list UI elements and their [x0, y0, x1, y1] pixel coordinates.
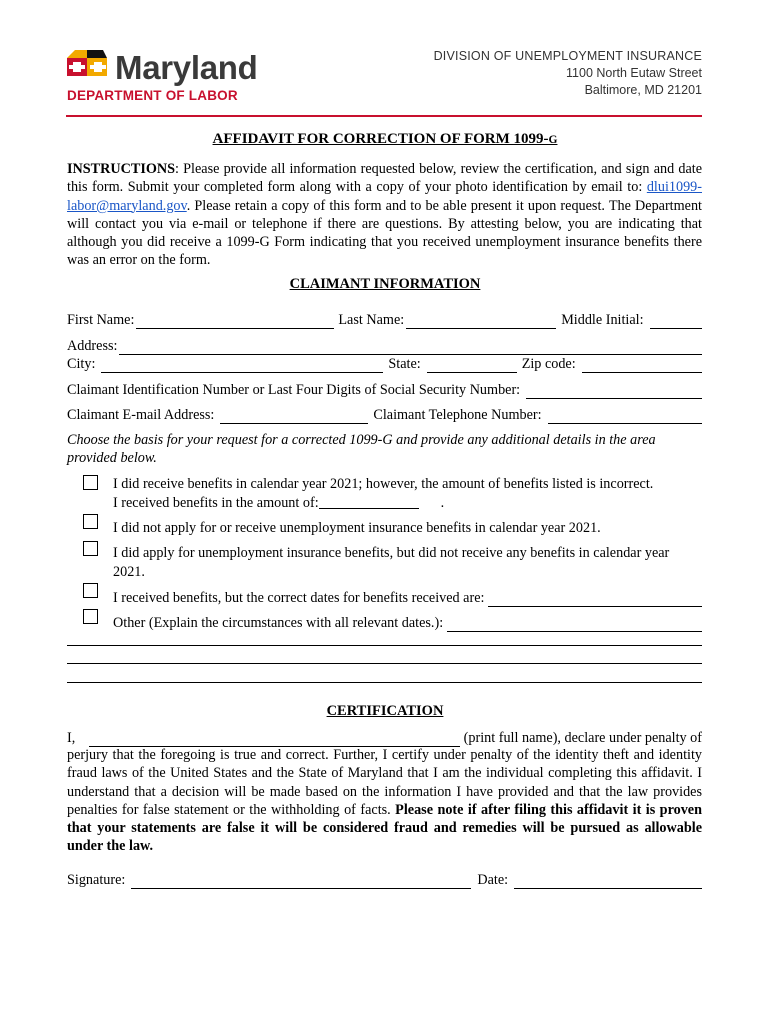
city-address: Baltimore, MD 21201 — [584, 83, 702, 97]
division-name: DIVISION OF UNEMPLOYMENT INSURANCE — [433, 49, 702, 63]
date-field[interactable] — [514, 874, 702, 889]
address-label: Address: — [67, 338, 118, 354]
cert-after-name: (print full name), declare under penalty of — [463, 730, 702, 746]
maryland-logo — [67, 48, 287, 108]
maryland-flag-icon — [67, 50, 111, 84]
checkbox-no-benefits[interactable] — [83, 541, 98, 556]
print-name-field[interactable] — [89, 732, 459, 747]
last-name-label: Last Name: — [338, 312, 405, 328]
instructions-text-1: : Please provide all information requested below, review the certification, and sign and date this form. Submit your completed form along with a copy of your photo identification by email to: — [67, 161, 702, 196]
form-title-suffix: G — [548, 134, 558, 146]
city-field[interactable] — [101, 358, 383, 373]
checkbox-did-not-apply[interactable] — [83, 514, 98, 529]
signature-row — [67, 871, 702, 889]
logo-wordmark: Maryland — [115, 49, 258, 86]
other-field[interactable] — [447, 617, 702, 632]
amount-field[interactable] — [319, 495, 419, 509]
checkbox-other[interactable] — [83, 609, 98, 624]
option-incorrect-amount — [113, 475, 653, 512]
certification-heading: CERTIFICATION — [326, 703, 444, 719]
name-row — [67, 311, 702, 329]
instructions-label: INSTRUCTIONS — [67, 161, 176, 177]
details-line-1[interactable] — [67, 645, 702, 646]
signature-label: Signature: — [67, 872, 126, 888]
logo-subtitle: DEPARTMENT OF LABOR — [67, 88, 238, 103]
form-title-prefix: AFFIDAVIT FOR CORRECTION OF FORM 1099- — [212, 131, 549, 147]
contact-row — [67, 406, 702, 424]
phone-field[interactable] — [548, 409, 702, 424]
zip-field[interactable] — [582, 358, 702, 373]
claimant-id-field[interactable] — [526, 384, 702, 399]
first-name-field[interactable] — [136, 314, 334, 329]
option-1-line-1: I did receive benefits in calendar year 2021; however, the amount of benefits listed is incorrect. — [113, 476, 654, 492]
first-name-label: First Name: — [67, 312, 135, 328]
address-row — [67, 337, 702, 355]
city-label: City: — [67, 356, 96, 372]
claimant-heading: CLAIMANT INFORMATION — [289, 276, 481, 292]
cert-i-label: I, — [67, 730, 76, 746]
form-title-text — [213, 131, 558, 147]
state-label: State: — [388, 356, 421, 372]
zip-label: Zip code: — [521, 356, 576, 372]
date-label: Date: — [477, 872, 509, 888]
claimant-id-label: Claimant Identification Number or Last Four Digits of Social Security Number: — [67, 382, 521, 398]
certification-body — [67, 746, 702, 856]
checkbox-incorrect-amount[interactable] — [83, 475, 98, 490]
details-line-2[interactable] — [67, 663, 702, 664]
street-address: 1100 North Eutaw Street — [566, 66, 702, 80]
header-divider — [66, 115, 702, 117]
division-address — [434, 48, 702, 99]
amount-label: I received benefits in the amount of: — [113, 494, 319, 511]
middle-initial-field[interactable] — [650, 314, 702, 329]
signature-field[interactable] — [131, 874, 471, 889]
cert-name-row — [67, 729, 702, 747]
option-no-benefits: I did apply for unemployment insurance benefits, but did not receive any benefits in calendar year 2021. — [113, 545, 670, 580]
last-name-field[interactable] — [406, 314, 556, 329]
email-link[interactable]: dlui1099-labor@maryland.gov — [67, 179, 702, 214]
basis-prompt: Choose the basis for your request for a corrected 1099-G and provide any additional details in the area provided below. — [67, 432, 656, 467]
form-title — [0, 131, 770, 148]
city-row — [67, 355, 702, 373]
middle-initial-label: Middle Initial: — [561, 312, 644, 328]
amount-end: . — [440, 494, 445, 511]
option-5-label: Other (Explain the circumstances with all relevant dates.): — [113, 615, 444, 631]
claimant-id-row — [67, 381, 702, 399]
email-field[interactable] — [220, 409, 368, 424]
checkbox-wrong-dates[interactable] — [83, 583, 98, 598]
phone-label: Claimant Telephone Number: — [373, 407, 542, 423]
cert-bold-note: Please note if after filing this affidavit it is proven that your statements are false it will be considered fraud and remedies will be pursued as allowable under the law. — [67, 801, 702, 855]
option-other — [113, 614, 702, 632]
instructions-text-2: . Please retain a copy of this form and to be able present it upon request. The Department will contact you via e-mail or telephone if there are questions. By attesting below, you are indicating that although you did receive a 1099-G Form indicating that you received unemployment insurance benefits there was an error on the form. — [67, 197, 702, 269]
option-did-not-apply: I did not apply for or receive unemployment insurance benefits in calendar year 2021. — [113, 520, 601, 536]
option-4-label: I received benefits, but the correct dates for benefits received are: — [113, 590, 485, 606]
email-label: Claimant E-mail Address: — [67, 407, 215, 423]
details-line-3[interactable] — [67, 682, 702, 683]
state-field[interactable] — [427, 358, 517, 373]
instructions — [67, 160, 702, 270]
cert-body-text: perjury that the foregoing is true and correct. Further, I certify under penalty of the identity theft and identity fraud laws of the United States and the State of Maryland that I am the individual completing this affidavit. I understand that a decision will be made based on the information I have provided and that the law provides penalties for false statement or the withholding of facts. — [67, 747, 702, 818]
option-wrong-dates — [113, 589, 702, 607]
address-field[interactable] — [119, 340, 702, 355]
option-1-line-2 — [113, 494, 653, 513]
dates-field[interactable] — [488, 592, 702, 607]
